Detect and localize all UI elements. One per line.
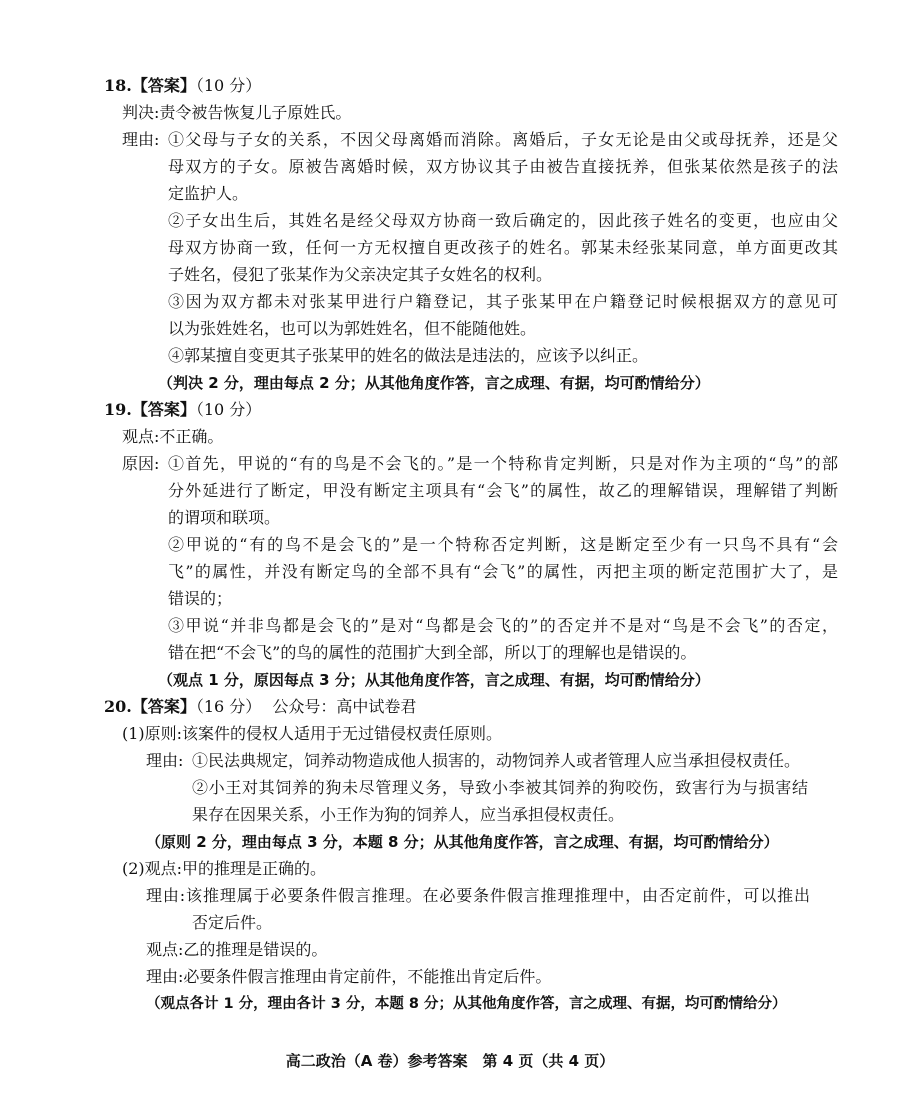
q18-verdict: 判决:责令被告恢复儿子原姓氏。	[122, 103, 352, 122]
q20-part1-line: 果存在因果关系，小王作为狗的饲养人，应当承担侵权责任。	[192, 805, 625, 824]
page-footer: 高二政治（A 卷）参考答案 第 4 页（共 4 页）	[285, 1052, 615, 1070]
q18-scoring-note: （判决 2 分，理由每点 2 分；从其他角度作答，言之成理、有据，均可酌情给分）	[158, 374, 710, 392]
q20-part2-scoring-note: （观点各计 1 分，理由各计 3 分，本题 8 分；从其他角度作答，言之成理、有据，均可酌情给分）	[146, 996, 787, 1012]
q19-answer-key: 【答案】	[131, 400, 196, 419]
q19-header	[104, 398, 261, 422]
q20-part2-view2: 观点:乙的推理是错误的。	[146, 940, 328, 959]
q20-part2-reason1: 理由:该推理属于必要条件假言推理。在必要条件假言推理推理中，由否定前件，可以推出	[146, 886, 810, 905]
q19-scoring-note: （观点 1 分，原因每点 3 分；从其他角度作答，言之成理、有据，均可酌情给分）	[158, 671, 710, 689]
q20-number: 20.	[104, 697, 132, 716]
q20-note: 公众号：高中试卷君	[272, 697, 417, 716]
q19-line: ①首先，甲说的“有的鸟是不会飞的。”是一个特称肯定判断，只是对作为主项的“鸟”的部	[168, 454, 838, 473]
q20-part1-scoring-note: （原则 2 分，理由每点 3 分，本题 8 分；从其他角度作答，言之成理、有据，均可酌情给分）	[146, 833, 779, 851]
q19-number: 19.	[104, 400, 132, 419]
q18-line: 母双方协商一致，任何一方无权擅自更改孩子的姓名。郭某未经张某同意，单方面更改其	[168, 238, 838, 257]
q18-line: ①父母与子女的关系，不因父母离婚而消除。离婚后，子女无论是由父或母抚养，还是父	[168, 130, 838, 149]
q18-line: 以为张姓姓名，也可以为郭姓姓名，但不能随他姓。	[168, 319, 537, 338]
q18-line: ④郭某擅自变更其子张某甲的姓名的做法是违法的，应该予以纠正。	[168, 346, 649, 365]
q19-line: 错误的；	[168, 589, 233, 608]
q20-part2-reason1-cont: 否定后件。	[192, 913, 273, 932]
q20-part1-reason-label: 理由:	[146, 751, 184, 770]
q18-line: 子姓名，侵犯了张某作为父亲决定其子女姓名的权利。	[168, 265, 553, 284]
q19-line: 飞”的属性，并没有断定鸟的全部不具有“会飞”的属性，丙把主项的断定范围扩大了，是	[168, 562, 838, 581]
q20-header	[104, 695, 416, 719]
q19-line: 分外延进行了断定，甲没有断定主项具有“会飞”的属性，故乙的理解错误，理解错了判断	[168, 481, 838, 500]
q19-line: ②甲说的“有的鸟不是会飞的”是一个特称否定判断，这是断定至少有一只鸟不具有“会	[168, 535, 838, 554]
q19-line: ③甲说“并非鸟都是会飞的”是对“鸟都是会飞的”的否定并不是对“鸟是不会飞”的否定，	[168, 616, 838, 635]
q18-line: ②子女出生后，其姓名是经父母双方协商一致后确定的，因此孩子姓名的变更，也应由父	[168, 211, 838, 230]
q20-part2-reason2: 理由:必要条件假言推理由肯定前件，不能推出肯定后件。	[146, 967, 552, 986]
q20-score: （16 分）	[195, 697, 262, 716]
q20-part2-view1: (2)观点:甲的推理是正确的。	[122, 859, 327, 878]
q18-line: 母双方的子女。原被告离婚时候，双方协议其子由被告直接抚养，但张某依然是孩子的法	[168, 157, 838, 176]
q18-number: 18.	[104, 76, 132, 95]
q19-reason-label: 原因:	[122, 454, 160, 473]
q20-part1-line: ①民法典规定，饲养动物造成他人损害的，动物饲养人或者管理人应当承担侵权责任。	[192, 751, 801, 770]
q18-header	[104, 74, 261, 98]
q19-score: （10 分）	[195, 400, 262, 419]
q20-part1-principle: (1)原则:该案件的侵权人适用于无过错侵权责任原则。	[122, 724, 503, 743]
q18-line: ③因为双方都未对张某甲进行户籍登记，其子张某甲在户籍登记时候根据双方的意见可	[168, 292, 838, 311]
q19-line: 错在把“不会飞”的鸟的属性的范围扩大到全部，所以丁的理解也是错误的。	[168, 643, 697, 662]
q20-part1-line: ②小王对其饲养的狗未尽管理义务，导致小李被其饲养的狗咬伤，致害行为与损害结	[192, 778, 808, 797]
q19-view: 观点:不正确。	[122, 427, 224, 446]
q18-answer-key: 【答案】	[131, 76, 196, 95]
q20-answer-key: 【答案】	[131, 697, 196, 716]
q18-reason-label: 理由:	[122, 130, 160, 149]
q18-score: （10 分）	[195, 76, 262, 95]
q19-line: 的谓项和联项。	[168, 508, 281, 527]
q18-line: 定监护人。	[168, 184, 249, 203]
